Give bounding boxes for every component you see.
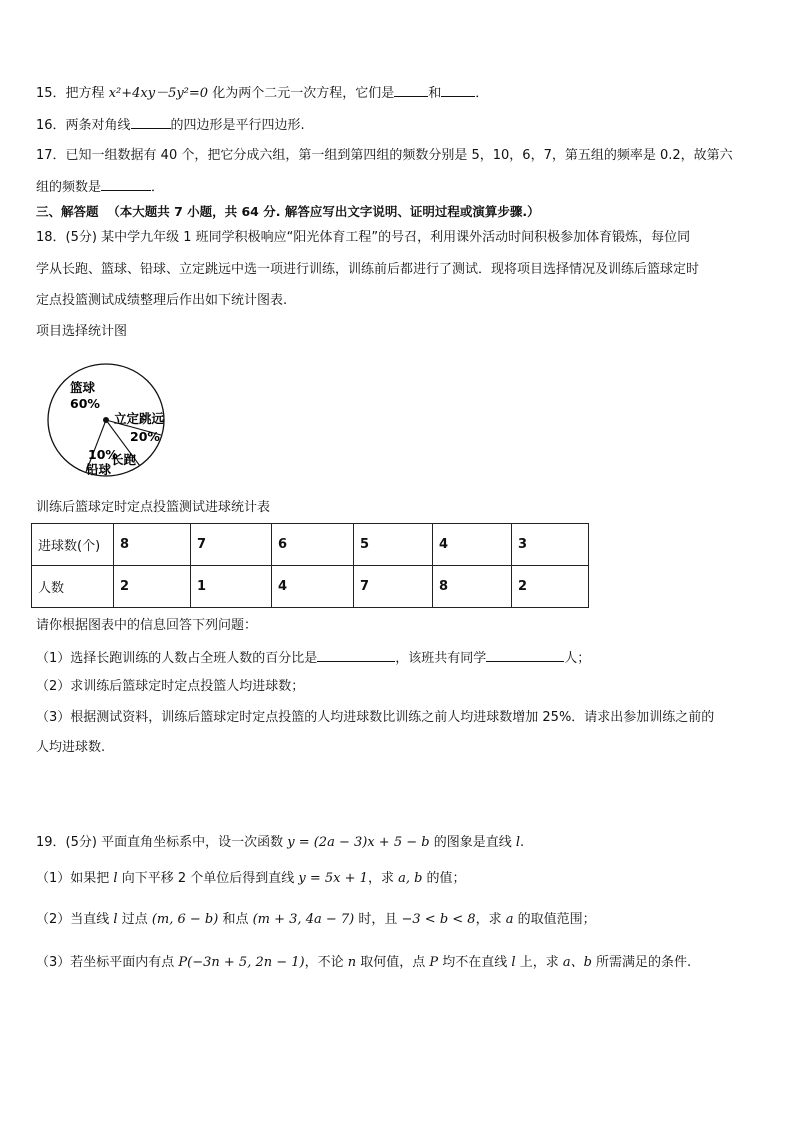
- q18-sub1-blank-2: [486, 647, 564, 662]
- question-16: [36, 114, 305, 136]
- q19-s3-point: P(−3n + 5, 2n − 1): [178, 955, 305, 970]
- table-cell: 8: [114, 524, 191, 566]
- q19-s1-l: l: [113, 871, 118, 886]
- table-cell: 3: [512, 524, 589, 566]
- q19-s3-n: n: [347, 955, 357, 970]
- project-pie-chart: [44, 352, 174, 482]
- q19-s2-point-2: (m + 3, 4a − 7): [252, 912, 355, 927]
- q15-end: ．: [475, 86, 489, 101]
- q19-s1-vars: a, b: [398, 871, 423, 886]
- q19-s1-text: 的值；: [422, 871, 466, 886]
- table-cell: 6: [272, 524, 354, 566]
- section-3-title: 三、解答题: [36, 204, 99, 219]
- q19-s3-text: 所需满足的条件.: [591, 955, 692, 970]
- q19-s2-l: l: [113, 912, 118, 927]
- q15-text: 化为两个二元一次方程，它们是: [208, 86, 395, 101]
- question-18-line-3: 定点投篮测试成绩整理后作出如下统计图表.: [36, 293, 288, 308]
- question-19-stem: [36, 833, 524, 853]
- q18-sub1-b: ，该班共有同学: [395, 651, 487, 666]
- q19-line-l: l: [515, 835, 521, 850]
- q19-s1-text: ，求: [367, 871, 399, 886]
- q15-blank-2: [441, 82, 475, 97]
- q17-prefix: 组的频数是: [36, 180, 102, 195]
- q18-sub-3-line-2: 人均进球数.: [36, 740, 106, 755]
- q19-s2-point-1: (m, 6 − b): [151, 912, 219, 927]
- table-cell: 1: [191, 566, 272, 608]
- section-3-heading: [36, 202, 540, 222]
- q19-s2-text: （2）当直线: [36, 912, 114, 927]
- q19-s3-text: ，不论: [304, 955, 348, 970]
- q19-stem-a: 19．(5分) 平面直角坐标系中，设一次函数: [36, 835, 288, 850]
- q19-sub-1: [36, 869, 466, 889]
- q19-s1-text: 向下平移 2 个单位后得到直线: [117, 871, 299, 886]
- q15-mid: 和: [428, 86, 442, 101]
- pie-label-shot-pct: 10%: [88, 447, 118, 462]
- q15-blank-1: [394, 82, 428, 97]
- q19-s1-text: （1）如果把: [36, 871, 114, 886]
- q18-instruction: 请你根据图表中的信息回答下列问题：: [36, 618, 258, 633]
- pie-label-basketball-pct: 60%: [70, 396, 100, 411]
- q19-s2-inequality: −3 < b < 8: [401, 912, 476, 927]
- pie-label-basketball: 篮球: [70, 380, 96, 395]
- q19-s2-text: ，求: [475, 912, 506, 927]
- question-17-line-2: [36, 176, 164, 198]
- q18-sub-2: （2）求训练后篮球定时定点投篮人均进球数；: [36, 679, 305, 694]
- q15-prefix: 15．把方程: [36, 86, 109, 101]
- pie-label-jump: 立定跳远: [114, 411, 165, 426]
- table-cell: 4: [433, 524, 512, 566]
- table-cell: 7: [191, 524, 272, 566]
- q19-s2-text: 时，且: [354, 912, 402, 927]
- q16-blank: [131, 114, 171, 129]
- table-row-people: [32, 566, 589, 608]
- q19-s3-l: l: [511, 955, 516, 970]
- q19-s3-vars: a、b: [562, 955, 592, 970]
- table-cell: 5: [354, 524, 433, 566]
- section-3-note: （本大题共 7 小题，共 64 分. 解答应写出文字说明、证明过程或演算步骤.）: [107, 204, 540, 219]
- q19-s2-text: 过点: [117, 912, 152, 927]
- pie-label-shot: 铅球: [86, 462, 112, 477]
- question-18-line-2: 学从长跑、篮球、铅球、立定跳远中选一项进行训练，训练前后都进行了测试．现将项目选择情况及训练后篮球定时: [36, 262, 700, 277]
- q18-sub1-blank-1: [317, 647, 395, 662]
- table-cell: 2: [512, 566, 589, 608]
- q17-end: ．: [151, 180, 165, 195]
- pie-label-jump-pct: 20%: [130, 429, 160, 444]
- q19-stem-b: 的图象是直线: [429, 835, 516, 850]
- table-cell: 4: [272, 566, 354, 608]
- q19-s3-text: 上，求: [515, 955, 563, 970]
- question-18-line-1: 18．(5分) 某中学九年级 1 班同学积极响应“阳光体育工程”的号召，利用课外活动时间积极参加体育锻炼，每位同: [36, 230, 691, 245]
- question-15: [36, 82, 488, 104]
- q19-sub-3: [36, 953, 691, 973]
- q19-s2-var: a: [505, 912, 514, 927]
- table-caption: 训练后篮球定时定点投篮测试进球统计表: [36, 500, 271, 515]
- q18-sub1-a: （1）选择长跑训练的人数占全班人数的百分比是: [36, 651, 318, 666]
- q16-suffix: 的四边形是平行四边形.: [170, 118, 305, 133]
- q15-equation: x²+4xy－5y²=0: [108, 86, 209, 101]
- q18-sub-3-line-1: （3）根据测试资料，训练后篮球定时定点投篮的人均进球数比训练之前人均进球数增加 25%．请求出参加训练之前的: [36, 710, 715, 725]
- q17-blank: [101, 176, 151, 191]
- table-cell: 2: [114, 566, 191, 608]
- q19-s3-P: P: [429, 955, 439, 970]
- table-row-header: 进球数(个): [32, 524, 114, 566]
- q19-s2-text: 和点: [218, 912, 253, 927]
- q16-prefix: 16．两条对角线: [36, 118, 131, 133]
- q19-s3-text: （3）若坐标平面内有点: [36, 955, 179, 970]
- question-17-line-1: 17．已知一组数据有 40 个，把它分成六组，第一组到第四组的频数分别是 5，10，6，7，第五组的频率是 0.2，故第六: [36, 148, 733, 163]
- pie-label-run: 长跑: [111, 452, 137, 467]
- pie-chart-caption: 项目选择统计图: [36, 324, 128, 339]
- q19-s3-text: 取何值，点: [356, 955, 430, 970]
- q18-sub-1: [36, 647, 590, 669]
- q19-s2-text: 的取值范围；: [513, 912, 596, 927]
- q19-s1-line: y = 5x + 1: [298, 871, 368, 886]
- table-cell: 7: [354, 566, 433, 608]
- q19-stem-end: .: [520, 835, 525, 850]
- q19-function: y = (2a − 3)x + 5 − b: [287, 835, 430, 850]
- goal-statistics-table: [31, 523, 589, 608]
- pie-center-dot: [103, 417, 109, 423]
- q18-sub1-c: 人；: [564, 651, 591, 666]
- q19-sub-2: [36, 910, 596, 930]
- table-row-goals: [32, 524, 589, 566]
- table-row-header: 人数: [32, 566, 114, 608]
- q19-s3-text: 均不在直线: [438, 955, 512, 970]
- table-cell: 8: [433, 566, 512, 608]
